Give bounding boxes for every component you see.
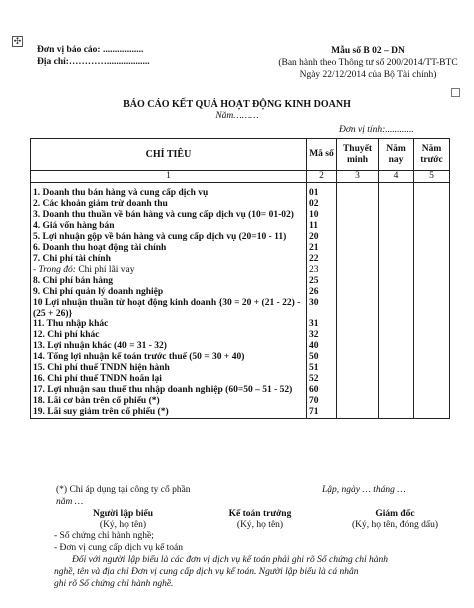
- row-indicator: [31, 407, 307, 418]
- row-code: 25: [307, 276, 337, 287]
- row-indicator-text: 13. Lợi nhuận khác (40 = 31 - 32): [33, 341, 167, 352]
- row-code: 32: [307, 330, 337, 341]
- header-row: [31, 139, 450, 171]
- row-code: 30: [307, 298, 337, 320]
- row-note-cell: [337, 287, 379, 298]
- column-number: 3: [337, 171, 379, 183]
- table-row: [31, 265, 450, 276]
- date-line: Lập, ngày … tháng …: [322, 485, 406, 495]
- row-indicator-text: Chi phí lãi vay: [75, 264, 135, 275]
- year-fragment: năm …: [56, 497, 84, 507]
- row-previous-cell: [414, 363, 450, 374]
- row-previous-cell: [414, 352, 450, 363]
- row-code: 52: [307, 374, 337, 385]
- row-previous-cell: [414, 287, 450, 298]
- row-current-cell: [379, 232, 414, 243]
- row-indicator-text: 5. Lợi nhuận gộp về bán hàng và cung cấp dịch vụ (20=10 - 11): [33, 232, 287, 243]
- table-row: [31, 385, 450, 396]
- row-current-cell: [379, 363, 414, 374]
- row-current-cell: [379, 341, 414, 352]
- table-row: [31, 352, 450, 363]
- note-paragraph-line-2: nghề, tên và địa chỉ Đơn vị cung cấp dịch vụ kế toán. Người lập biểu là cá nhân: [54, 567, 359, 577]
- row-indicator-text: 16. Chi phí thuế TNDN hoãn lại: [33, 374, 162, 385]
- column-number: 4: [379, 171, 414, 183]
- table-row: [31, 330, 450, 341]
- row-indicator: [31, 396, 307, 407]
- row-current-cell: [379, 210, 414, 221]
- row-indicator: [31, 341, 307, 352]
- row-current-cell: [379, 298, 414, 320]
- row-previous-cell: [414, 330, 450, 341]
- row-indicator-text: 10 Lợi nhuận thuần từ hoạt động kinh doanh {30 = 20 + (21 - 22) - (25 + 26)}: [33, 297, 301, 319]
- column-number: 1: [31, 171, 307, 183]
- header-indicator: CHỈ TIÊU: [31, 139, 307, 171]
- table-row: [31, 243, 450, 254]
- row-note-cell: [337, 374, 379, 385]
- row-code: 70: [307, 396, 337, 407]
- row-current-cell: [379, 199, 414, 210]
- row-previous-cell: [414, 199, 450, 210]
- row-current-cell: [379, 221, 414, 232]
- row-code: 21: [307, 243, 337, 254]
- row-current-cell: [379, 319, 414, 330]
- director-role: Giám đốc: [375, 509, 415, 519]
- row-indicator-text: 17. Lợi nhuận sau thuế thu nhập doanh nghiệp (60=50 – 51 - 52): [33, 385, 293, 396]
- table-row: [31, 319, 450, 330]
- row-note-cell: [337, 352, 379, 363]
- header-current-year: Năm nay: [379, 139, 414, 171]
- row-current-cell: [379, 396, 414, 407]
- row-note-cell: [337, 341, 379, 352]
- row-previous-cell: [414, 374, 450, 385]
- row-current-cell: [379, 265, 414, 276]
- header-previous-year: Năm trước: [414, 139, 450, 171]
- row-code: 11: [307, 221, 337, 232]
- row-current-cell: [379, 276, 414, 287]
- preparer-sign: (Ký, họ tên): [99, 520, 147, 530]
- row-note-cell: [337, 199, 379, 210]
- row-indicator: [31, 352, 307, 363]
- table-row: [31, 374, 450, 385]
- row-current-cell: [379, 374, 414, 385]
- row-code: 50: [307, 352, 337, 363]
- row-previous-cell: [414, 188, 450, 199]
- row-indicator: [31, 221, 307, 232]
- row-indicator: [31, 254, 307, 265]
- row-previous-cell: [414, 298, 450, 320]
- row-indicator: [31, 287, 307, 298]
- row-indicator-text: 6. Doanh thu hoạt động tài chính: [33, 243, 167, 254]
- row-indicator-text: 15. Chi phí thuế TNDN hiện hành: [33, 363, 170, 374]
- table-row: [31, 188, 450, 199]
- row-note-cell: [337, 407, 379, 418]
- row-code: 31: [307, 319, 337, 330]
- income-statement-table: [30, 138, 450, 419]
- row-indicator-text: 2. Các khoản giảm trừ doanh thu: [33, 199, 168, 210]
- form-code: Mẫu số B 02 – DN: [331, 46, 405, 56]
- row-previous-cell: [414, 276, 450, 287]
- row-indicator-text: 4. Giá vốn hàng bán: [33, 221, 115, 232]
- chief-accountant-sign: (Ký, họ tên): [236, 520, 284, 530]
- row-current-cell: [379, 352, 414, 363]
- row-previous-cell: [414, 385, 450, 396]
- row-current-cell: [379, 407, 414, 418]
- row-note-cell: [337, 232, 379, 243]
- row-indicator-text: 12. Chi phí khác: [33, 330, 100, 341]
- row-previous-cell: [414, 341, 450, 352]
- row-note-cell: [337, 243, 379, 254]
- row-note-cell: [337, 265, 379, 276]
- row-note-cell: [337, 319, 379, 330]
- row-indicator: [31, 385, 307, 396]
- note-paragraph-line-1: Đối với người lập biểu là các đơn vị dịch vụ kế toán phải ghi rõ Số chứng chỉ hành: [72, 555, 389, 565]
- row-code: 01: [307, 188, 337, 199]
- row-indicator-text: 18. Lãi cơ bản trên cổ phiếu (*): [33, 395, 160, 406]
- row-current-cell: [379, 330, 414, 341]
- row-indicator: [31, 319, 307, 330]
- row-indicator: [31, 276, 307, 287]
- row-note-cell: [337, 188, 379, 199]
- row-indicator: [31, 374, 307, 385]
- row-indicator-text: 19. Lãi suy giảm trên cổ phiếu (*): [33, 406, 169, 417]
- table-row: [31, 276, 450, 287]
- issued-line-2: Ngày 22/12/2014 của Bộ Tài chính): [299, 70, 437, 80]
- table-row: [31, 199, 450, 210]
- row-previous-cell: [414, 319, 450, 330]
- row-note-cell: [337, 298, 379, 320]
- row-indicator: [31, 199, 307, 210]
- row-indicator-text: 3. Doanh thu thuần về bán hàng và cung cấp dịch vụ (10= 01-02): [33, 210, 294, 221]
- row-previous-cell: [414, 221, 450, 232]
- row-note-cell: [337, 221, 379, 232]
- row-indicator: [31, 330, 307, 341]
- row-note-cell: [337, 276, 379, 287]
- row-code: 23: [307, 265, 337, 276]
- footnote: (*) Chỉ áp dụng tại công ty cổ phần: [56, 485, 191, 495]
- row-previous-cell: [414, 232, 450, 243]
- row-indicator: [31, 298, 307, 320]
- table-row: [31, 298, 450, 320]
- row-note-cell: [337, 210, 379, 221]
- table-row: [31, 221, 450, 232]
- row-note-cell: [337, 396, 379, 407]
- row-indicator: [31, 210, 307, 221]
- issued-line-1: (Ban hành theo Thông tư số 200/2014/TT-BTC: [278, 58, 458, 68]
- table-row: [31, 396, 450, 407]
- row-code: 26: [307, 287, 337, 298]
- row-note-cell: [337, 363, 379, 374]
- table-row: [31, 254, 450, 265]
- row-previous-cell: [414, 265, 450, 276]
- report-title: BÁO CÁO KẾT QUẢ HOẠT ĐỘNG KINH DOANH: [123, 99, 351, 110]
- row-indicator: [31, 265, 307, 276]
- row-current-cell: [379, 188, 414, 199]
- year-line: Năm………: [215, 111, 259, 121]
- bullet-service-provider: - Đơn vị cung cấp dịch vụ kế toán: [54, 543, 184, 553]
- row-note-cell: [337, 254, 379, 265]
- column-number: 2: [307, 171, 337, 183]
- row-previous-cell: [414, 407, 450, 418]
- row-indicator-text: 9. Chi phí quản lý doanh nghiệp: [33, 286, 164, 297]
- address-label: Địa chỉ:…………..................: [37, 57, 150, 67]
- bullet-certificate: - Số chứng chỉ hành nghề;: [54, 531, 154, 541]
- row-previous-cell: [414, 243, 450, 254]
- row-indicator-text: 7. Chi phí tài chính: [33, 253, 111, 264]
- row-previous-cell: [414, 396, 450, 407]
- table-row: [31, 210, 450, 221]
- row-code: 20: [307, 232, 337, 243]
- row-code: 02: [307, 199, 337, 210]
- row-indicator-text: 8. Chi phí bán hàng: [33, 275, 113, 286]
- column-number-row: [31, 171, 450, 183]
- move-handle-icon[interactable]: ✣: [13, 36, 22, 46]
- row-indicator: [31, 363, 307, 374]
- reporting-unit-label: Đơn vị báo cáo: .................: [37, 45, 144, 55]
- table-row: [31, 287, 450, 298]
- row-note-cell: [337, 385, 379, 396]
- preparer-role: Người lập biểu: [92, 509, 154, 519]
- director-sign: (Ký, họ tên, đóng dấu): [351, 520, 438, 530]
- row-current-cell: [379, 254, 414, 265]
- row-indicator-text: 11. Thu nhập khác: [33, 319, 109, 330]
- row-indicator-prefix: - Trong đó:: [33, 264, 76, 275]
- table-row: [31, 363, 450, 374]
- row-indicator: [31, 232, 307, 243]
- row-note-cell: [337, 330, 379, 341]
- chief-accountant-role: Kế toán trưởng: [228, 509, 292, 519]
- row-code: 22: [307, 254, 337, 265]
- table-row: [31, 407, 450, 418]
- note-paragraph-line-3: ghi rõ Số chứng chỉ hành nghề.: [54, 579, 174, 589]
- row-previous-cell: [414, 210, 450, 221]
- row-current-cell: [379, 243, 414, 254]
- row-code: 71: [307, 407, 337, 418]
- table-body: [31, 188, 450, 418]
- row-code: 51: [307, 363, 337, 374]
- header-note: Thuyết minh: [337, 139, 379, 171]
- page-corner-marker: [451, 88, 460, 97]
- row-code: 10: [307, 210, 337, 221]
- row-current-cell: [379, 287, 414, 298]
- row-previous-cell: [414, 254, 450, 265]
- header-code: Mã số: [307, 139, 337, 171]
- row-code: 60: [307, 385, 337, 396]
- row-code: 40: [307, 341, 337, 352]
- row-indicator: [31, 243, 307, 254]
- currency-unit: Đơn vị tính:............: [339, 125, 414, 135]
- row-indicator-text: 1. Doanh thu bán hàng và cung cấp dịch vụ: [33, 188, 209, 199]
- row-current-cell: [379, 385, 414, 396]
- column-number: 5: [414, 171, 450, 183]
- table-row: [31, 341, 450, 352]
- row-indicator: [31, 188, 307, 199]
- table-row: [31, 232, 450, 243]
- row-indicator-text: 14. Tổng lợi nhuận kế toán trước thuế (50 = 30 + 40): [33, 352, 245, 363]
